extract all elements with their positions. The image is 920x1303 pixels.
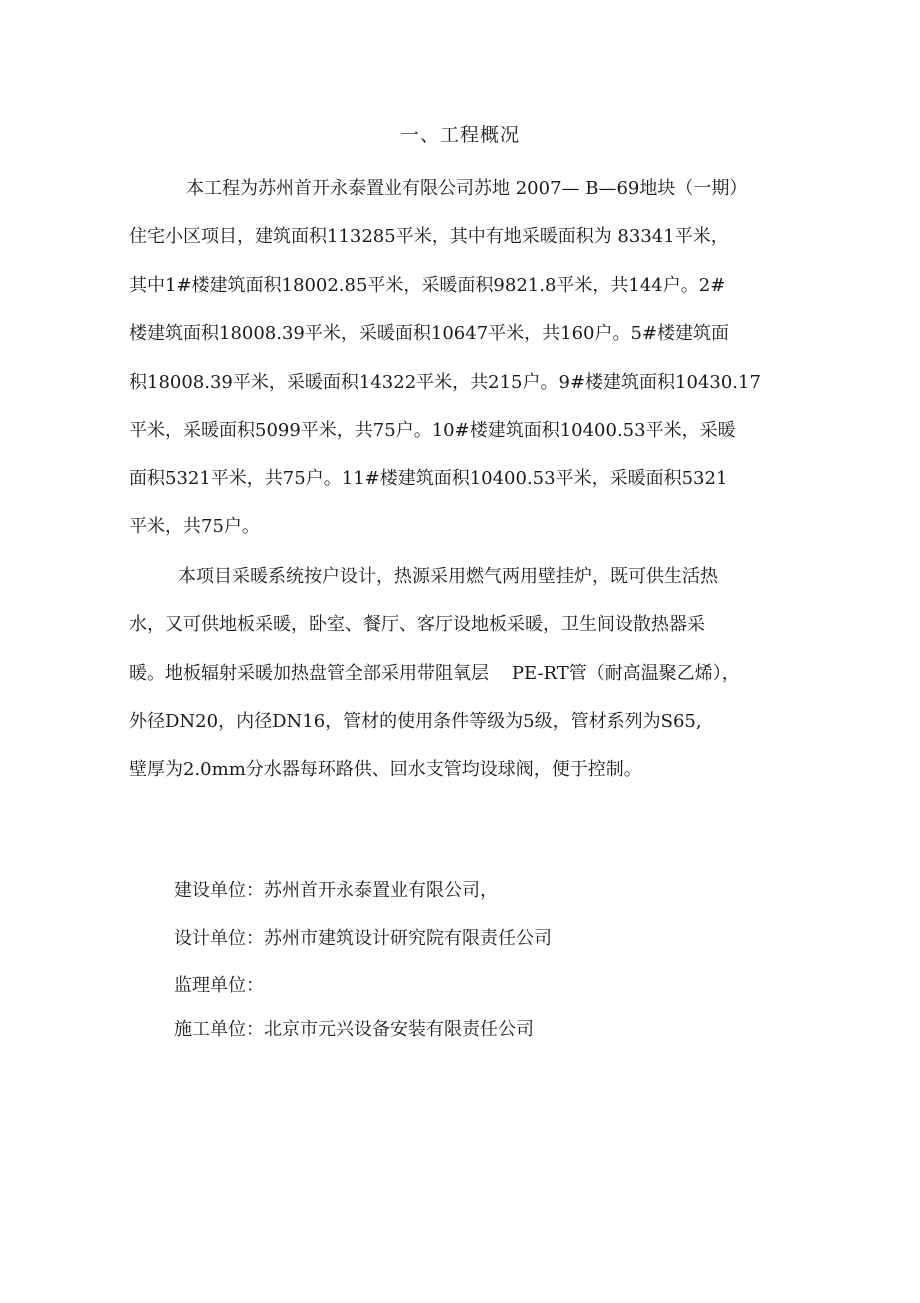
paragraph-line: 平米，采暖面积5099平米，共75户。10#楼建筑面积10400.53平米，采暖 — [129, 420, 736, 441]
design-unit: 设计单位：苏州市建筑设计研究院有限责任公司 — [174, 928, 552, 949]
paragraph-line: 楼建筑面积18008.39平米，采暖面积10647平米，共160户。5#楼建筑面 — [129, 323, 730, 344]
paragraph-line: 水，又可供地板采暖，卧室、餐厅、客厅设地板采暖，卫生间设散热器采 — [129, 614, 705, 635]
paragraph-line: 壁厚为2.0mm分水器每环路供、回水支管均设球阀，便于控制。 — [129, 759, 642, 780]
paragraph-line: 本项目采暖系统按户设计，热源采用燃气两用壁挂炉，既可供生活热 — [178, 566, 718, 587]
paragraph-line: 住宅小区项目，建筑面积113285平米，其中有地采暖面积为 83341平米， — [129, 226, 729, 247]
installation-unit: 施工单位：北京市元兴设备安装有限责任公司 — [174, 1019, 534, 1040]
section-title: 一、工程概况 — [399, 124, 520, 146]
paragraph-line: 外径DN20，内径DN16，管材的使用条件等级为5级，管材系列为S65, — [129, 711, 702, 732]
paragraph-line: 暖。地板辐射采暖加热盘管全部采用带阻氧层 PE-RT管（耐高温聚乙烯）， — [129, 663, 740, 684]
paragraph-line: 平米，共75户。 — [129, 516, 260, 537]
paragraph-line: 其中1#楼建筑面积18002.85平米，采暖面积9821.8平米，共144户。2# — [129, 275, 726, 296]
construction-unit: 建设单位：苏州首开永泰置业有限公司， — [174, 880, 498, 901]
paragraph-line: 本工程为苏州首开永泰置业有限公司苏地 2007— B—69地块（一期） — [186, 178, 748, 199]
supervision-unit: 监理单位： — [174, 975, 264, 996]
paragraph-line: 积18008.39平米，采暖面积14322平米，共215户。9#楼建筑面积10430.17 — [129, 372, 761, 393]
paragraph-line: 面积5321平米，共75户。11#楼建筑面积10400.53平米，采暖面积5321 — [129, 468, 728, 489]
